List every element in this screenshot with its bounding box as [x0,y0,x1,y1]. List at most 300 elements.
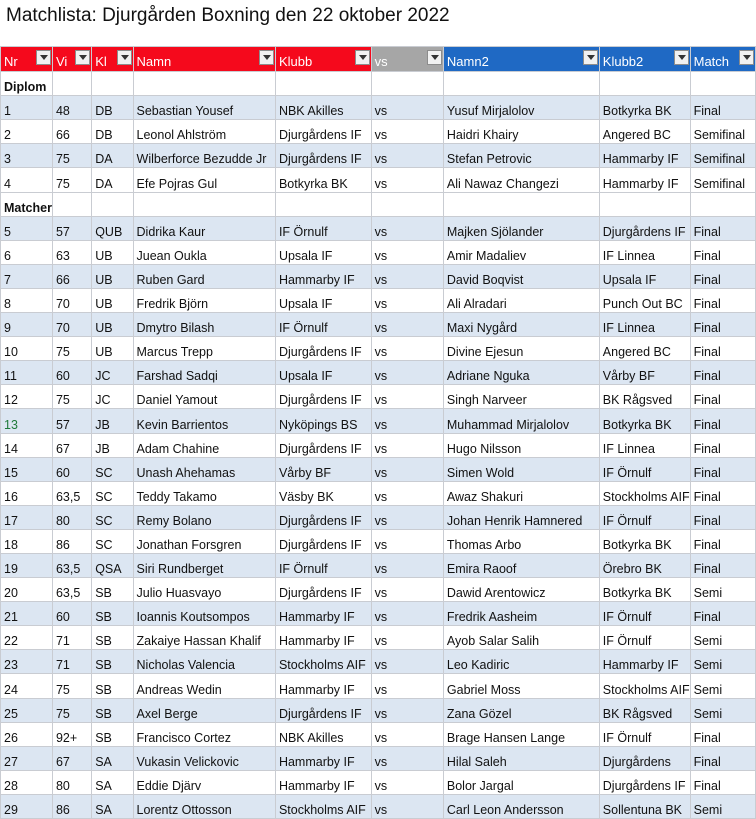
weight-cell[interactable]: 60 [52,457,91,481]
club2-cell[interactable]: IF Örnulf [599,626,690,650]
column-header-klubb2[interactable] [599,47,690,72]
name-cell[interactable]: Andreas Wedin [133,674,275,698]
club-cell[interactable]: Djurgårdens IF [275,505,371,529]
name-cell[interactable]: Eddie Djärv [133,770,275,794]
name-cell[interactable]: Zakaiye Hassan Khalif [133,626,275,650]
nr-cell[interactable]: 6 [1,240,53,264]
name2-cell[interactable]: Bolor Jargal [443,770,599,794]
empty-cell[interactable] [371,72,443,96]
name-cell[interactable]: Daniel Yamout [133,385,275,409]
vs-cell[interactable]: vs [371,96,443,120]
filter-dropdown-icon[interactable] [117,50,132,65]
weight-cell[interactable]: 71 [52,650,91,674]
vs-cell[interactable]: vs [371,674,443,698]
club-cell[interactable]: Djurgårdens IF [275,120,371,144]
nr-cell[interactable]: 7 [1,264,53,288]
class-cell[interactable]: SA [92,794,133,818]
vs-cell[interactable]: vs [371,770,443,794]
club-cell[interactable]: IF Örnulf [275,553,371,577]
name-cell[interactable]: Dmytro Bilash [133,313,275,337]
club-cell[interactable]: Djurgårdens IF [275,144,371,168]
empty-cell[interactable] [690,72,755,96]
empty-cell[interactable] [92,192,133,216]
name2-cell[interactable]: Divine Ejesun [443,337,599,361]
match-cell[interactable]: Final [690,240,755,264]
name2-cell[interactable]: Singh Narveer [443,385,599,409]
club-cell[interactable]: Botkyrka BK [275,168,371,192]
vs-cell[interactable]: vs [371,578,443,602]
match-cell[interactable]: Semi [690,578,755,602]
vs-cell[interactable]: vs [371,337,443,361]
name2-cell[interactable]: Dawid Arentowicz [443,578,599,602]
filter-dropdown-icon[interactable] [583,50,598,65]
club-cell[interactable]: Upsala IF [275,288,371,312]
name-cell[interactable]: Francisco Cortez [133,722,275,746]
name2-cell[interactable]: Zana Gözel [443,698,599,722]
name-cell[interactable]: Nicholas Valencia [133,650,275,674]
nr-cell[interactable]: 10 [1,337,53,361]
vs-cell[interactable]: vs [371,433,443,457]
nr-cell[interactable]: 17 [1,505,53,529]
vs-cell[interactable]: vs [371,120,443,144]
class-cell[interactable]: SB [92,626,133,650]
weight-cell[interactable]: 66 [52,120,91,144]
name-cell[interactable]: Kevin Barrientos [133,409,275,433]
weight-cell[interactable]: 75 [52,337,91,361]
weight-cell[interactable]: 75 [52,385,91,409]
club2-cell[interactable]: Botkyrka BK [599,409,690,433]
class-cell[interactable]: SB [92,602,133,626]
nr-cell[interactable]: 26 [1,722,53,746]
class-cell[interactable]: UB [92,240,133,264]
class-cell[interactable]: UB [92,337,133,361]
club2-cell[interactable]: IF Linnea [599,313,690,337]
nr-cell[interactable]: 1 [1,96,53,120]
section-label[interactable]: Diplom [1,72,53,96]
weight-cell[interactable]: 80 [52,505,91,529]
name2-cell[interactable]: Yusuf Mirjalolov [443,96,599,120]
club-cell[interactable]: Stockholms AIF [275,650,371,674]
column-header-label: Kl [95,54,107,70]
club-cell[interactable]: Djurgårdens IF [275,698,371,722]
name-cell[interactable]: Farshad Sadqi [133,361,275,385]
vs-cell[interactable]: vs [371,457,443,481]
vs-cell[interactable]: vs [371,264,443,288]
weight-cell[interactable]: 63 [52,240,91,264]
nr-cell[interactable]: 24 [1,674,53,698]
column-header-nr[interactable] [1,47,53,72]
filter-dropdown-icon[interactable] [75,50,90,65]
name2-cell[interactable]: Fredrik Aasheim [443,602,599,626]
class-cell[interactable]: DA [92,168,133,192]
column-header-label: vs [374,54,388,70]
name2-cell[interactable]: Simen Wold [443,457,599,481]
name2-cell[interactable]: Leo Kadiric [443,650,599,674]
club-cell[interactable]: Vårby BF [275,457,371,481]
vs-cell[interactable]: vs [371,698,443,722]
nr-cell[interactable]: 5 [1,216,53,240]
empty-cell[interactable] [599,192,690,216]
club2-cell[interactable]: Punch Out BC [599,288,690,312]
empty-cell[interactable] [52,72,91,96]
name2-cell[interactable]: Amir Madaliev [443,240,599,264]
name-cell[interactable]: Adam Chahine [133,433,275,457]
weight-cell[interactable]: 86 [52,529,91,553]
vs-cell[interactable]: vs [371,602,443,626]
vs-cell[interactable]: vs [371,746,443,770]
class-cell[interactable]: SB [92,578,133,602]
empty-cell[interactable] [133,192,275,216]
nr-cell[interactable]: 25 [1,698,53,722]
match-cell[interactable]: Semi [690,626,755,650]
class-cell[interactable]: SB [92,650,133,674]
club-cell[interactable]: Djurgårdens IF [275,578,371,602]
club-cell[interactable]: Djurgårdens IF [275,433,371,457]
match-cell[interactable]: Final [690,216,755,240]
club2-cell[interactable]: IF Örnulf [599,722,690,746]
class-cell[interactable]: DB [92,96,133,120]
name2-cell[interactable]: Stefan Petrovic [443,144,599,168]
nr-cell[interactable]: 9 [1,313,53,337]
club2-cell[interactable]: Stockholms AIF [599,674,690,698]
class-cell[interactable]: SA [92,770,133,794]
weight-cell[interactable]: 92+ [52,722,91,746]
section-label[interactable]: Matcher [1,192,53,216]
club2-cell[interactable]: Hammarby IF [599,168,690,192]
weight-cell[interactable]: 60 [52,361,91,385]
club-cell[interactable]: IF Örnulf [275,313,371,337]
club2-cell[interactable]: Angered BC [599,120,690,144]
class-cell[interactable]: JB [92,409,133,433]
nr-cell[interactable]: 14 [1,433,53,457]
match-cell[interactable]: Final [690,746,755,770]
vs-cell[interactable]: vs [371,144,443,168]
club-cell[interactable]: Djurgårdens IF [275,529,371,553]
vs-cell[interactable]: vs [371,553,443,577]
weight-cell[interactable]: 80 [52,770,91,794]
nr-cell[interactable]: 28 [1,770,53,794]
empty-cell[interactable] [599,72,690,96]
name-cell[interactable]: Marcus Trepp [133,337,275,361]
filter-dropdown-icon[interactable] [427,50,442,65]
match-cell[interactable]: Final [690,313,755,337]
class-cell[interactable]: SC [92,481,133,505]
name2-cell[interactable]: Hilal Saleh [443,746,599,770]
weight-cell[interactable]: 67 [52,746,91,770]
name-cell[interactable]: Didrika Kaur [133,216,275,240]
name2-cell[interactable]: Johan Henrik Hamnered [443,505,599,529]
name-cell[interactable]: Siri Rundberget [133,553,275,577]
name-cell[interactable]: Fredrik Björn [133,288,275,312]
name2-cell[interactable]: Thomas Arbo [443,529,599,553]
match-cell[interactable]: Final [690,457,755,481]
weight-cell[interactable]: 75 [52,674,91,698]
club-cell[interactable]: Hammarby IF [275,746,371,770]
club2-cell[interactable]: IF Örnulf [599,505,690,529]
vs-cell[interactable]: vs [371,505,443,529]
weight-cell[interactable]: 75 [52,168,91,192]
club2-cell[interactable]: IF Linnea [599,240,690,264]
nr-cell[interactable]: 21 [1,602,53,626]
vs-cell[interactable]: vs [371,626,443,650]
filter-dropdown-icon[interactable] [674,50,689,65]
column-header-namn[interactable] [133,47,275,72]
club2-cell[interactable]: Angered BC [599,337,690,361]
vs-cell[interactable]: vs [371,288,443,312]
weight-cell[interactable]: 70 [52,313,91,337]
class-cell[interactable]: UB [92,288,133,312]
nr-cell[interactable]: 20 [1,578,53,602]
match-cell[interactable]: Semi [690,698,755,722]
match-cell[interactable]: Final [690,553,755,577]
vs-cell[interactable]: vs [371,481,443,505]
match-cell[interactable]: Final [690,722,755,746]
weight-cell[interactable]: 66 [52,264,91,288]
club2-cell[interactable]: Hammarby IF [599,650,690,674]
name-cell[interactable]: Sebastian Yousef [133,96,275,120]
name2-cell[interactable]: Ali Alradari [443,288,599,312]
club-cell[interactable]: Hammarby IF [275,264,371,288]
match-cell[interactable]: Semifinal [690,120,755,144]
filter-dropdown-icon[interactable] [739,50,754,65]
nr-cell[interactable]: 11 [1,361,53,385]
name-cell[interactable]: Leonol Ahlström [133,120,275,144]
weight-cell[interactable]: 60 [52,602,91,626]
club2-cell[interactable]: IF Örnulf [599,602,690,626]
filter-dropdown-icon[interactable] [355,50,370,65]
weight-cell[interactable]: 63,5 [52,553,91,577]
match-cell[interactable]: Final [690,361,755,385]
weight-cell[interactable]: 63,5 [52,481,91,505]
class-cell[interactable]: JC [92,385,133,409]
empty-cell[interactable] [275,192,371,216]
empty-cell[interactable] [92,72,133,96]
match-cell[interactable]: Semi [690,650,755,674]
vs-cell[interactable]: vs [371,650,443,674]
empty-cell[interactable] [133,72,275,96]
column-header-vs[interactable] [371,47,443,72]
weight-cell[interactable]: 75 [52,698,91,722]
class-cell[interactable]: SB [92,674,133,698]
nr-cell[interactable]: 22 [1,626,53,650]
match-cell[interactable]: Final [690,529,755,553]
vs-cell[interactable]: vs [371,168,443,192]
nr-cell[interactable]: 16 [1,481,53,505]
name2-cell[interactable]: Hugo Nilsson [443,433,599,457]
name-cell[interactable]: Jonathan Forsgren [133,529,275,553]
nr-cell[interactable]: 23 [1,650,53,674]
empty-cell[interactable] [275,72,371,96]
name-cell[interactable]: Wilberforce Bezudde Jr [133,144,275,168]
name-cell[interactable]: Lorentz Ottosson [133,794,275,818]
club2-cell[interactable]: Hammarby IF [599,144,690,168]
vs-cell[interactable]: vs [371,794,443,818]
class-cell[interactable]: SB [92,722,133,746]
club2-cell[interactable]: Stockholms AIF [599,481,690,505]
club-cell[interactable]: NBK Akilles [275,96,371,120]
club2-cell[interactable]: BK Rågsved [599,698,690,722]
club2-cell[interactable]: Djurgårdens [599,746,690,770]
club-cell[interactable]: NBK Akilles [275,722,371,746]
name-cell[interactable]: Remy Bolano [133,505,275,529]
name-cell[interactable]: Vukasin Velickovic [133,746,275,770]
column-header-namn2[interactable] [443,47,599,72]
nr-cell[interactable]: 19 [1,553,53,577]
name2-cell[interactable]: Awaz Shakuri [443,481,599,505]
name-cell[interactable]: Efe Pojras Gul [133,168,275,192]
nr-cell[interactable]: 2 [1,120,53,144]
column-header-kl[interactable] [92,47,133,72]
club-cell[interactable]: Nyköpings BS [275,409,371,433]
vs-cell[interactable]: vs [371,361,443,385]
club2-cell[interactable]: Upsala IF [599,264,690,288]
nr-cell[interactable]: 13 [1,409,53,433]
empty-cell[interactable] [443,192,599,216]
match-cell[interactable]: Final [690,505,755,529]
class-cell[interactable]: UB [92,313,133,337]
vs-cell[interactable]: vs [371,722,443,746]
nr-cell[interactable]: 27 [1,746,53,770]
match-cell[interactable]: Final [690,602,755,626]
vs-cell[interactable]: vs [371,529,443,553]
match-cell[interactable]: Final [690,481,755,505]
club2-cell[interactable]: Botkyrka BK [599,578,690,602]
club-cell[interactable]: Väsby BK [275,481,371,505]
weight-cell[interactable]: 67 [52,433,91,457]
match-cell[interactable]: Final [690,433,755,457]
weight-cell[interactable]: 86 [52,794,91,818]
match-cell[interactable]: Final [690,409,755,433]
weight-cell[interactable]: 63,5 [52,578,91,602]
vs-cell[interactable]: vs [371,409,443,433]
name2-cell[interactable]: Brage Hansen Lange [443,722,599,746]
name2-cell[interactable]: Carl Leon Andersson [443,794,599,818]
weight-cell[interactable]: 48 [52,96,91,120]
class-cell[interactable]: SC [92,505,133,529]
match-cell[interactable]: Final [690,264,755,288]
club2-cell[interactable]: Sollentuna BK [599,794,690,818]
name2-cell[interactable]: Muhammad Mirjalolov [443,409,599,433]
club-cell[interactable]: Upsala IF [275,240,371,264]
weight-cell[interactable]: 75 [52,144,91,168]
club2-cell[interactable]: IF Örnulf [599,457,690,481]
column-header-vi[interactable] [52,47,91,72]
weight-cell[interactable]: 57 [52,409,91,433]
club2-cell[interactable]: IF Linnea [599,433,690,457]
vs-cell[interactable]: vs [371,216,443,240]
club-cell[interactable]: IF Örnulf [275,216,371,240]
empty-cell[interactable] [690,192,755,216]
name-cell[interactable]: Unash Ahehamas [133,457,275,481]
weight-cell[interactable]: 71 [52,626,91,650]
club2-cell[interactable]: Örebro BK [599,553,690,577]
empty-cell[interactable] [52,192,91,216]
match-cell[interactable]: Final [690,337,755,361]
name-cell[interactable]: Axel Berge [133,698,275,722]
name-cell[interactable]: Juean Oukla [133,240,275,264]
name-cell[interactable]: Ruben Gard [133,264,275,288]
class-cell[interactable]: SB [92,698,133,722]
name-cell[interactable]: Teddy Takamo [133,481,275,505]
nr-cell[interactable]: 29 [1,794,53,818]
name-cell[interactable]: Ioannis Koutsompos [133,602,275,626]
club-cell[interactable]: Hammarby IF [275,602,371,626]
vs-cell[interactable]: vs [371,385,443,409]
column-header-klubb[interactable] [275,47,371,72]
club-cell[interactable]: Djurgårdens IF [275,385,371,409]
name2-cell[interactable]: Emira Raoof [443,553,599,577]
match-cell[interactable]: Semifinal [690,168,755,192]
class-cell[interactable]: SA [92,746,133,770]
name2-cell[interactable]: Gabriel Moss [443,674,599,698]
class-cell[interactable]: QSA [92,553,133,577]
name2-cell[interactable]: Adriane Nguka [443,361,599,385]
class-cell[interactable]: JB [92,433,133,457]
nr-cell[interactable]: 8 [1,288,53,312]
name2-cell[interactable]: Ayob Salar Salih [443,626,599,650]
name2-cell[interactable]: David Boqvist [443,264,599,288]
name2-cell[interactable]: Haidri Khairy [443,120,599,144]
empty-cell[interactable] [371,192,443,216]
match-cell[interactable]: Final [690,96,755,120]
filter-dropdown-icon[interactable] [36,50,51,65]
club-cell[interactable]: Hammarby IF [275,770,371,794]
class-cell[interactable]: QUB [92,216,133,240]
club2-cell[interactable]: Djurgårdens IF [599,216,690,240]
club-cell[interactable]: Stockholms AIF [275,794,371,818]
class-cell[interactable]: JC [92,361,133,385]
vs-cell[interactable]: vs [371,240,443,264]
class-cell[interactable]: SC [92,529,133,553]
club-cell[interactable]: Upsala IF [275,361,371,385]
class-cell[interactable]: DB [92,120,133,144]
match-cell[interactable]: Final [690,770,755,794]
nr-cell[interactable]: 4 [1,168,53,192]
nr-cell[interactable]: 12 [1,385,53,409]
club-cell[interactable]: Hammarby IF [275,626,371,650]
club2-cell[interactable]: Botkyrka BK [599,96,690,120]
filter-dropdown-icon[interactable] [259,50,274,65]
club-cell[interactable]: Djurgårdens IF [275,337,371,361]
column-header-match[interactable] [690,47,755,72]
empty-cell[interactable] [443,72,599,96]
club2-cell[interactable]: Vårby BF [599,361,690,385]
nr-cell[interactable]: 15 [1,457,53,481]
club-cell[interactable]: Hammarby IF [275,674,371,698]
club2-cell[interactable]: BK Rågsved [599,385,690,409]
match-cell[interactable]: Final [690,288,755,312]
name2-cell[interactable]: Majken Sjölander [443,216,599,240]
club2-cell[interactable]: Botkyrka BK [599,529,690,553]
nr-cell[interactable]: 3 [1,144,53,168]
class-cell[interactable]: DA [92,144,133,168]
weight-cell[interactable]: 57 [52,216,91,240]
column-header-label: Namn2 [446,54,489,70]
match-cell[interactable]: Semifinal [690,144,755,168]
club2-cell[interactable]: Djurgårdens IF [599,770,690,794]
weight-cell[interactable]: 70 [52,288,91,312]
class-cell[interactable]: SC [92,457,133,481]
vs-cell[interactable]: vs [371,313,443,337]
name2-cell[interactable]: Maxi Nygård [443,313,599,337]
match-cell[interactable]: Final [690,385,755,409]
match-cell[interactable]: Semi [690,674,755,698]
name2-cell[interactable]: Ali Nawaz Changezi [443,168,599,192]
match-cell[interactable]: Semi [690,794,755,818]
class-cell[interactable]: UB [92,264,133,288]
nr-cell[interactable]: 18 [1,529,53,553]
name-cell[interactable]: Julio Huasvayo [133,578,275,602]
